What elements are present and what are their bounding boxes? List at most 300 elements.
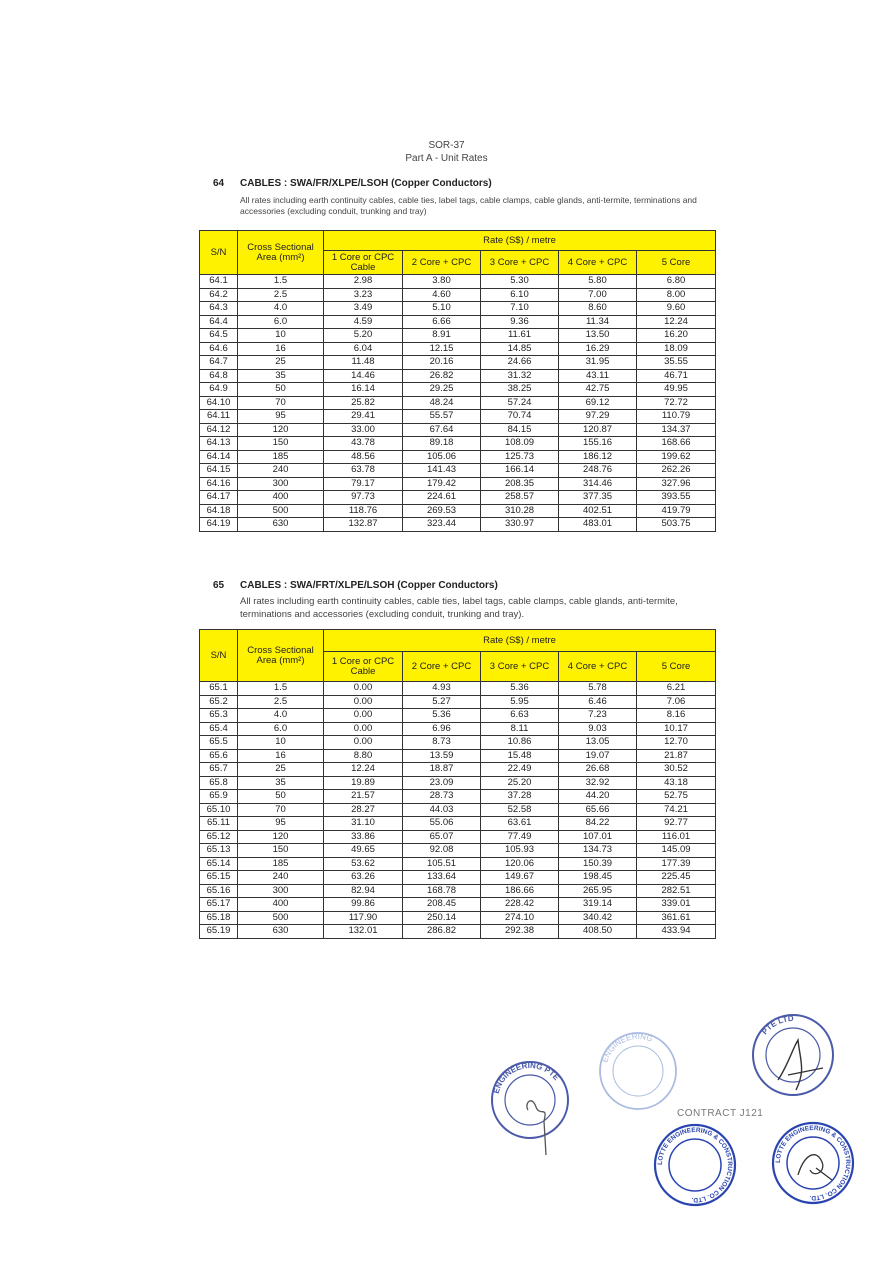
rate-3core: 24.66 <box>481 356 559 370</box>
row-area: 2.5 <box>238 695 324 709</box>
row-area: 185 <box>238 450 324 464</box>
rate-4core: 155.16 <box>559 437 637 451</box>
rate-5core: 503.75 <box>637 518 716 532</box>
rate-5core: 18.09 <box>637 342 716 356</box>
rate-3core: 310.28 <box>481 504 559 518</box>
table-row <box>200 776 716 790</box>
section-65-title <box>213 580 498 591</box>
rate-2core: 28.73 <box>403 790 481 804</box>
rate-header: Rate (S$) / metre <box>324 231 716 251</box>
area-header-line2: Area (mm²) <box>256 654 305 666</box>
rate-2core: 133.64 <box>403 871 481 885</box>
rate-3core: 5.30 <box>481 275 559 289</box>
row-area: 300 <box>238 477 324 491</box>
rate-2core: 20.16 <box>403 356 481 370</box>
table-row <box>200 423 716 437</box>
row-area: 500 <box>238 911 324 925</box>
table-row <box>200 356 716 370</box>
rate-1core: 14.46 <box>324 369 403 383</box>
rate-5core: 145.09 <box>637 844 716 858</box>
rate-4core: 43.11 <box>559 369 637 383</box>
rate-3core: 15.48 <box>481 749 559 763</box>
rate-1core: 132.87 <box>324 518 403 532</box>
rate-2core: 48.24 <box>403 396 481 410</box>
svg-text:LOTTE ENGINEERING & CONSTRUCTI: LOTTE ENGINEERING & CONSTRUCTION CO. LTD. <box>774 1124 852 1202</box>
table-row <box>200 491 716 505</box>
rate-1core: 63.78 <box>324 464 403 478</box>
table-row <box>200 844 716 858</box>
row-sn: 65.3 <box>200 709 238 723</box>
rate-2core: 269.53 <box>403 504 481 518</box>
section-number: 65 <box>213 580 225 591</box>
rate-3core: 186.66 <box>481 884 559 898</box>
rate-2core: 141.43 <box>403 464 481 478</box>
col-5core-header: 5 Core <box>637 652 716 682</box>
row-area: 16 <box>238 749 324 763</box>
col-5core-header: 5 Core <box>637 251 716 275</box>
rate-5core: 6.21 <box>637 682 716 696</box>
table-row <box>200 288 716 302</box>
rate-2core: 89.18 <box>403 437 481 451</box>
rate-3core: 10.86 <box>481 736 559 750</box>
rate-3core: 70.74 <box>481 410 559 424</box>
table-row <box>200 329 716 343</box>
rate-5core: 134.37 <box>637 423 716 437</box>
rate-5core: 21.87 <box>637 749 716 763</box>
row-area: 630 <box>238 925 324 939</box>
rate-3core: 108.09 <box>481 437 559 451</box>
rate-3core: 57.24 <box>481 396 559 410</box>
rate-3core: 149.67 <box>481 871 559 885</box>
rates-table-65 <box>199 629 716 939</box>
row-area: 150 <box>238 844 324 858</box>
row-area: 1.5 <box>238 682 324 696</box>
rate-2core: 5.27 <box>403 695 481 709</box>
rate-2core: 44.03 <box>403 803 481 817</box>
rate-4core: 377.35 <box>559 491 637 505</box>
rate-2core: 6.96 <box>403 722 481 736</box>
table-row <box>200 736 716 750</box>
row-area: 6.0 <box>238 315 324 329</box>
rate-4core: 32.92 <box>559 776 637 790</box>
table-row <box>200 477 716 491</box>
row-area: 4.0 <box>238 709 324 723</box>
row-sn: 64.10 <box>200 396 238 410</box>
rate-5core: 327.96 <box>637 477 716 491</box>
rate-5core: 49.95 <box>637 383 716 397</box>
row-sn: 64.4 <box>200 315 238 329</box>
rate-1core: 12.24 <box>324 763 403 777</box>
row-area: 150 <box>238 437 324 451</box>
area-header-line1: Cross Sectional <box>247 241 314 253</box>
rate-3core: 105.93 <box>481 844 559 858</box>
rate-1core: 79.17 <box>324 477 403 491</box>
rate-1core: 132.01 <box>324 925 403 939</box>
table-row <box>200 790 716 804</box>
rate-4core: 7.23 <box>559 709 637 723</box>
rate-2core: 105.51 <box>403 857 481 871</box>
rate-4core: 8.60 <box>559 302 637 316</box>
rate-5core: 12.70 <box>637 736 716 750</box>
rate-3core: 258.57 <box>481 491 559 505</box>
section-heading: CABLES : SWA/FR/XLPE/LSOH (Copper Conductors) <box>240 178 492 189</box>
rates-body-64 <box>200 275 716 532</box>
rate-2core: 3.80 <box>403 275 481 289</box>
table-row <box>200 925 716 939</box>
row-sn: 65.9 <box>200 790 238 804</box>
svg-text:ENGINEERING: ENGINEERING <box>600 1031 654 1064</box>
rate-5core: 6.80 <box>637 275 716 289</box>
rate-1core: 25.82 <box>324 396 403 410</box>
row-sn: 65.15 <box>200 871 238 885</box>
rate-3core: 38.25 <box>481 383 559 397</box>
row-area: 50 <box>238 383 324 397</box>
rate-4core: 186.12 <box>559 450 637 464</box>
row-sn: 65.6 <box>200 749 238 763</box>
rate-3core: 8.11 <box>481 722 559 736</box>
rates-table-64 <box>199 230 716 532</box>
area-header <box>238 231 324 275</box>
col-4core-header: 4 Core + CPC <box>559 652 637 682</box>
rate-3core: 9.36 <box>481 315 559 329</box>
rate-4core: 69.12 <box>559 396 637 410</box>
row-sn: 64.11 <box>200 410 238 424</box>
rate-2core: 65.07 <box>403 830 481 844</box>
svg-text:LOTTE ENGINEERING & CONSTRUCTI: LOTTE ENGINEERING & CONSTRUCTION CO. LTD. <box>656 1126 734 1204</box>
rate-1core: 33.00 <box>324 423 403 437</box>
rate-5core: 35.55 <box>637 356 716 370</box>
table-row <box>200 275 716 289</box>
rate-2core: 67.64 <box>403 423 481 437</box>
rate-2core: 5.10 <box>403 302 481 316</box>
rate-3core: 166.14 <box>481 464 559 478</box>
rate-1core: 0.00 <box>324 736 403 750</box>
rate-4core: 150.39 <box>559 857 637 871</box>
rate-4core: 26.68 <box>559 763 637 777</box>
rate-3core: 37.28 <box>481 790 559 804</box>
rate-1core: 49.65 <box>324 844 403 858</box>
col-1core-header: 1 Core or CPC Cable <box>324 652 403 682</box>
rate-4core: 265.95 <box>559 884 637 898</box>
rate-2core: 18.87 <box>403 763 481 777</box>
page-ref: SOR-37 <box>428 140 465 151</box>
row-sn: 65.10 <box>200 803 238 817</box>
row-area: 240 <box>238 871 324 885</box>
rate-1core: 19.89 <box>324 776 403 790</box>
rate-5core: 177.39 <box>637 857 716 871</box>
sn-header: S/N <box>200 231 238 275</box>
rate-5core: 7.06 <box>637 695 716 709</box>
row-area: 10 <box>238 329 324 343</box>
rate-2core: 12.15 <box>403 342 481 356</box>
table-row <box>200 410 716 424</box>
rate-1core: 53.62 <box>324 857 403 871</box>
row-sn: 64.6 <box>200 342 238 356</box>
rate-2core: 23.09 <box>403 776 481 790</box>
area-header <box>238 630 324 682</box>
row-area: 6.0 <box>238 722 324 736</box>
rate-3core: 208.35 <box>481 477 559 491</box>
rate-2core: 8.91 <box>403 329 481 343</box>
rate-2core: 286.82 <box>403 925 481 939</box>
row-sn: 65.19 <box>200 925 238 939</box>
row-area: 1.5 <box>238 275 324 289</box>
rate-2core: 55.57 <box>403 410 481 424</box>
row-sn: 64.12 <box>200 423 238 437</box>
row-sn: 65.17 <box>200 898 238 912</box>
lotte-stamp <box>652 1122 738 1208</box>
row-sn: 64.14 <box>200 450 238 464</box>
row-area: 95 <box>238 817 324 831</box>
rate-3core: 6.63 <box>481 709 559 723</box>
section-64-description: All rates including earth continuity cables, cable ties, label tags, cable clamps, cable glands, anti-termite, terminations and accessories (excluding conduit, trunking and tray) <box>240 195 697 216</box>
row-sn: 65.13 <box>200 844 238 858</box>
rate-1core: 48.56 <box>324 450 403 464</box>
row-sn: 65.18 <box>200 911 238 925</box>
row-sn: 65.16 <box>200 884 238 898</box>
row-sn: 64.16 <box>200 477 238 491</box>
rate-4core: 44.20 <box>559 790 637 804</box>
rate-1core: 8.80 <box>324 749 403 763</box>
rate-4core: 11.34 <box>559 315 637 329</box>
row-area: 240 <box>238 464 324 478</box>
rate-3core: 84.15 <box>481 423 559 437</box>
rate-3core: 5.36 <box>481 682 559 696</box>
col-1core-header: 1 Core or CPC Cable <box>324 251 403 275</box>
section-64-title <box>213 178 492 189</box>
rate-5core: 43.18 <box>637 776 716 790</box>
lotte-stamp-signed <box>770 1120 856 1206</box>
row-sn: 64.15 <box>200 464 238 478</box>
rates-body-65 <box>200 682 716 939</box>
rate-4core: 314.46 <box>559 477 637 491</box>
rate-5core: 10.17 <box>637 722 716 736</box>
rate-2core: 13.59 <box>403 749 481 763</box>
sn-header: S/N <box>200 630 238 682</box>
row-sn: 64.2 <box>200 288 238 302</box>
rate-2core: 8.73 <box>403 736 481 750</box>
rate-4core: 120.87 <box>559 423 637 437</box>
rate-4core: 483.01 <box>559 518 637 532</box>
rate-1core: 29.41 <box>324 410 403 424</box>
rate-1core: 0.00 <box>324 695 403 709</box>
rate-3core: 11.61 <box>481 329 559 343</box>
rate-3core: 31.32 <box>481 369 559 383</box>
row-sn: 65.1 <box>200 682 238 696</box>
rate-2core: 55.06 <box>403 817 481 831</box>
rate-3core: 330.97 <box>481 518 559 532</box>
contract-label: CONTRACT J121 <box>677 1108 764 1119</box>
row-sn: 65.8 <box>200 776 238 790</box>
rate-5core: 74.21 <box>637 803 716 817</box>
rate-3core: 6.10 <box>481 288 559 302</box>
rate-3core: 63.61 <box>481 817 559 831</box>
rate-2core: 92.08 <box>403 844 481 858</box>
rate-5core: 110.79 <box>637 410 716 424</box>
rate-4core: 31.95 <box>559 356 637 370</box>
rate-4core: 5.80 <box>559 275 637 289</box>
rate-4core: 42.75 <box>559 383 637 397</box>
row-sn: 65.4 <box>200 722 238 736</box>
table-row <box>200 450 716 464</box>
rate-2core: 179.42 <box>403 477 481 491</box>
rate-1core: 33.86 <box>324 830 403 844</box>
rate-4core: 16.29 <box>559 342 637 356</box>
rate-4core: 65.66 <box>559 803 637 817</box>
row-area: 400 <box>238 491 324 505</box>
row-area: 300 <box>238 884 324 898</box>
row-area: 70 <box>238 803 324 817</box>
row-area: 4.0 <box>238 302 324 316</box>
row-area: 400 <box>238 898 324 912</box>
rate-1core: 2.98 <box>324 275 403 289</box>
row-area: 35 <box>238 776 324 790</box>
rate-5core: 8.00 <box>637 288 716 302</box>
rate-4core: 134.73 <box>559 844 637 858</box>
rate-3core: 274.10 <box>481 911 559 925</box>
rate-2core: 4.60 <box>403 288 481 302</box>
table-row <box>200 369 716 383</box>
rate-5core: 30.52 <box>637 763 716 777</box>
row-area: 120 <box>238 423 324 437</box>
page-subtitle: Part A - Unit Rates <box>405 153 488 164</box>
row-sn: 65.12 <box>200 830 238 844</box>
rate-4core: 198.45 <box>559 871 637 885</box>
rate-3core: 14.85 <box>481 342 559 356</box>
table-row <box>200 709 716 723</box>
table-row <box>200 857 716 871</box>
rate-4core: 6.46 <box>559 695 637 709</box>
rate-3core: 52.58 <box>481 803 559 817</box>
row-area: 35 <box>238 369 324 383</box>
bnk-stamp-faded <box>597 1030 679 1112</box>
rate-2core: 4.93 <box>403 682 481 696</box>
table-row <box>200 884 716 898</box>
rate-4core: 7.00 <box>559 288 637 302</box>
row-area: 120 <box>238 830 324 844</box>
rate-1core: 6.04 <box>324 342 403 356</box>
rate-5core: 339.01 <box>637 898 716 912</box>
rate-3core: 7.10 <box>481 302 559 316</box>
table-row <box>200 898 716 912</box>
rate-3core: 22.49 <box>481 763 559 777</box>
row-sn: 64.7 <box>200 356 238 370</box>
rate-1core: 28.27 <box>324 803 403 817</box>
row-sn: 65.2 <box>200 695 238 709</box>
row-sn: 64.13 <box>200 437 238 451</box>
rate-5core: 361.61 <box>637 911 716 925</box>
table-row <box>200 437 716 451</box>
rate-1core: 117.90 <box>324 911 403 925</box>
rate-3core: 292.38 <box>481 925 559 939</box>
rate-5core: 92.77 <box>637 817 716 831</box>
rate-1core: 21.57 <box>324 790 403 804</box>
rate-5core: 72.72 <box>637 396 716 410</box>
rate-2core: 26.82 <box>403 369 481 383</box>
rate-4core: 319.14 <box>559 898 637 912</box>
row-area: 50 <box>238 790 324 804</box>
table-row <box>200 749 716 763</box>
rate-2core: 208.45 <box>403 898 481 912</box>
rate-3core: 77.49 <box>481 830 559 844</box>
rate-1core: 118.76 <box>324 504 403 518</box>
rate-1core: 3.23 <box>324 288 403 302</box>
rate-1core: 43.78 <box>324 437 403 451</box>
section-number: 64 <box>213 178 225 189</box>
rate-4core: 19.07 <box>559 749 637 763</box>
row-area: 16 <box>238 342 324 356</box>
row-area: 95 <box>238 410 324 424</box>
row-sn: 64.9 <box>200 383 238 397</box>
rate-3core: 120.06 <box>481 857 559 871</box>
rate-1core: 3.49 <box>324 302 403 316</box>
rate-2core: 224.61 <box>403 491 481 505</box>
rate-1core: 97.73 <box>324 491 403 505</box>
rate-1core: 99.86 <box>324 898 403 912</box>
row-sn: 65.11 <box>200 817 238 831</box>
rate-4core: 13.05 <box>559 736 637 750</box>
table-row <box>200 803 716 817</box>
col-2core-header: 2 Core + CPC <box>403 251 481 275</box>
table-row <box>200 830 716 844</box>
row-sn: 64.8 <box>200 369 238 383</box>
row-area: 70 <box>238 396 324 410</box>
rate-5core: 262.26 <box>637 464 716 478</box>
rate-4core: 340.42 <box>559 911 637 925</box>
rate-1core: 11.48 <box>324 356 403 370</box>
table-row <box>200 342 716 356</box>
rate-2core: 168.78 <box>403 884 481 898</box>
table-row <box>200 396 716 410</box>
rate-2core: 6.66 <box>403 315 481 329</box>
area-header-line2: Area (mm²) <box>256 251 305 263</box>
row-sn: 65.14 <box>200 857 238 871</box>
row-area: 185 <box>238 857 324 871</box>
rate-2core: 323.44 <box>403 518 481 532</box>
rate-1core: 0.00 <box>324 682 403 696</box>
rate-5core: 9.60 <box>637 302 716 316</box>
rate-1core: 63.26 <box>324 871 403 885</box>
rate-5core: 116.01 <box>637 830 716 844</box>
table-row <box>200 315 716 329</box>
col-3core-header: 3 Core + CPC <box>481 251 559 275</box>
rate-4core: 107.01 <box>559 830 637 844</box>
rate-header: Rate (S$) / metre <box>324 630 716 652</box>
row-sn: 64.17 <box>200 491 238 505</box>
row-area: 25 <box>238 763 324 777</box>
table-row <box>200 518 716 532</box>
rate-2core: 250.14 <box>403 911 481 925</box>
rate-4core: 5.78 <box>559 682 637 696</box>
col-3core-header: 3 Core + CPC <box>481 652 559 682</box>
rate-4core: 13.50 <box>559 329 637 343</box>
rate-4core: 97.29 <box>559 410 637 424</box>
rate-5core: 419.79 <box>637 504 716 518</box>
row-sn: 64.1 <box>200 275 238 289</box>
table-row <box>200 763 716 777</box>
row-area: 25 <box>238 356 324 370</box>
table-row <box>200 504 716 518</box>
rate-4core: 248.76 <box>559 464 637 478</box>
rate-3core: 25.20 <box>481 776 559 790</box>
rate-3core: 5.95 <box>481 695 559 709</box>
rate-1core: 16.14 <box>324 383 403 397</box>
rate-2core: 5.36 <box>403 709 481 723</box>
rate-1core: 82.94 <box>324 884 403 898</box>
rate-5core: 225.45 <box>637 871 716 885</box>
table-row <box>200 871 716 885</box>
table-row <box>200 302 716 316</box>
